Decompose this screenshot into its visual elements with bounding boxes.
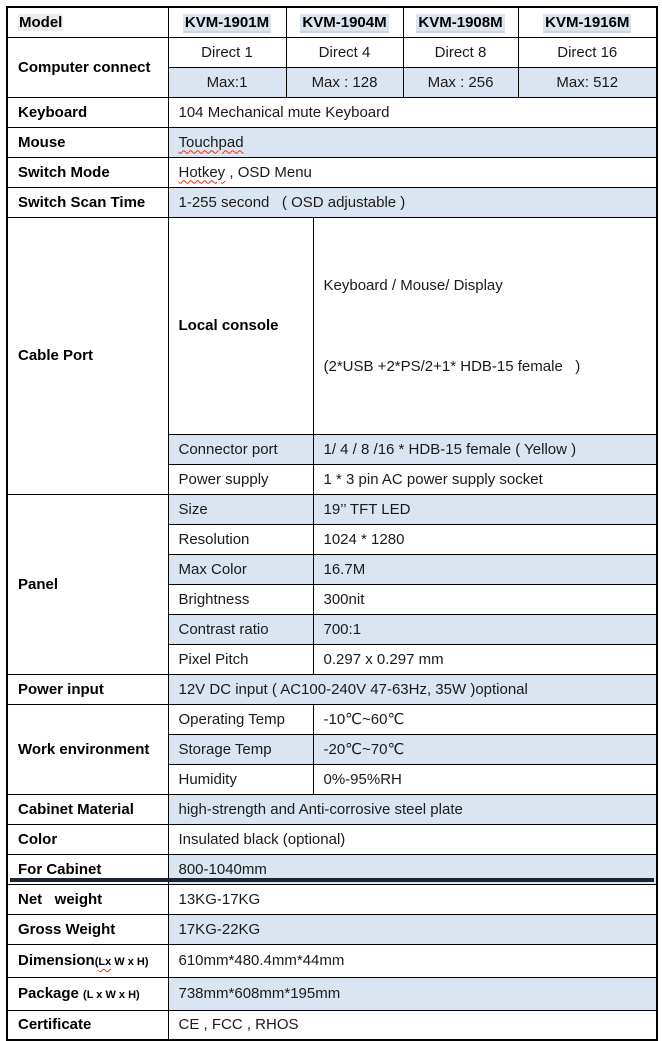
window-edge-bar xyxy=(10,878,654,882)
model-cell: KVM-1901M xyxy=(168,7,286,37)
mouse-value: Touchpad xyxy=(168,127,657,157)
panel-max-color-value: 16.7M xyxy=(313,554,657,584)
package-size-note: (L x W x H) xyxy=(83,989,140,1001)
operating-temp-value: -10℃~60℃ xyxy=(313,704,657,734)
model-cell: KVM-1916M xyxy=(518,7,657,37)
direct-cell: Direct 1 xyxy=(168,37,286,67)
local-console-value xyxy=(313,217,657,434)
net-weight-label: Net weight xyxy=(7,884,168,914)
gross-weight-row xyxy=(7,914,657,944)
color-row xyxy=(7,824,657,854)
switch-scan-time-row xyxy=(7,187,657,217)
for-cabinet-value: 800-1040mm xyxy=(168,854,657,884)
max-cell: Max:1 xyxy=(168,67,286,97)
switch-scan-time-label: Switch Scan Time xyxy=(7,187,168,217)
dimension-size-note: (Lx W x H) xyxy=(94,956,149,968)
max-cell: Max: 512 xyxy=(518,67,657,97)
panel-size-sublabel: Size xyxy=(168,494,313,524)
cabinet-material-label: Cabinet Material xyxy=(7,794,168,824)
mouse-row xyxy=(7,127,657,157)
max-cell: Max : 128 xyxy=(286,67,403,97)
package-label: Package (L x W x H) xyxy=(7,977,168,1010)
local-console-line1: Keyboard / Mouse/ Display xyxy=(323,276,503,294)
panel-label: Panel xyxy=(7,494,168,674)
work-environment-label: Work environment xyxy=(7,704,168,794)
gross-weight-label: Gross Weight xyxy=(7,914,168,944)
connector-port-sublabel: Connector port xyxy=(168,434,313,464)
net-weight-value: 13KG-17KG xyxy=(168,884,657,914)
panel-brightness-sublabel: Brightness xyxy=(168,584,313,614)
connector-port-value: 1/ 4 / 8 /16 * HDB-15 female ( Yellow ) xyxy=(313,434,657,464)
operating-temp-row xyxy=(7,704,657,734)
max-cell: Max : 256 xyxy=(403,67,518,97)
computer-connect-label: Computer connect xyxy=(7,37,168,97)
local-console-line2: (2*USB +2*PS/2+1* HDB-15 female ) xyxy=(323,357,581,375)
color-label: Color xyxy=(7,824,168,854)
panel-size-row xyxy=(7,494,657,524)
panel-pixel-pitch-value: 0.297 x 0.297 mm xyxy=(313,644,657,674)
switch-mode-label: Switch Mode xyxy=(7,157,168,187)
humidity-value: 0%-95%RH xyxy=(313,764,657,794)
storage-temp-sublabel: Storage Temp xyxy=(168,734,313,764)
local-console-row xyxy=(7,217,657,434)
model-cell: KVM-1908M xyxy=(403,7,518,37)
certificate-value: CE , FCC , RHOS xyxy=(168,1010,657,1040)
mouse-label: Mouse xyxy=(7,127,168,157)
direct-row xyxy=(7,37,657,67)
model-row-label xyxy=(7,7,168,37)
cabinet-material-row xyxy=(7,794,657,824)
dimension-row xyxy=(7,944,657,977)
kvm-spec-table xyxy=(6,6,658,1041)
cable-port-label: Cable Port xyxy=(7,217,168,494)
cabinet-material-value: high-strength and Anti-corrosive steel plate xyxy=(168,794,657,824)
switch-mode-row xyxy=(7,157,657,187)
net-weight-row xyxy=(7,884,657,914)
certificate-row xyxy=(7,1010,657,1040)
package-row xyxy=(7,977,657,1010)
operating-temp-sublabel: Operating Temp xyxy=(168,704,313,734)
panel-resolution-value: 1024 * 1280 xyxy=(313,524,657,554)
power-input-label: Power input xyxy=(7,674,168,704)
switch-mode-value: Hotkey , OSD Menu xyxy=(168,157,657,187)
panel-size-value: 19’’ TFT LED xyxy=(313,494,657,524)
panel-brightness-value: 300nit xyxy=(313,584,657,614)
panel-contrast-value: 700:1 xyxy=(313,614,657,644)
gross-weight-value: 17KG-22KG xyxy=(168,914,657,944)
panel-pixel-pitch-sublabel: Pixel Pitch xyxy=(168,644,313,674)
humidity-sublabel: Humidity xyxy=(168,764,313,794)
storage-temp-value: -20℃~70℃ xyxy=(313,734,657,764)
switch-scan-time-value: 1-255 second ( OSD adjustable ) xyxy=(168,187,657,217)
color-value: Insulated black (optional) xyxy=(168,824,657,854)
power-supply-sublabel: Power supply xyxy=(168,464,313,494)
package-value: 738mm*608mm*195mm xyxy=(168,977,657,1010)
direct-cell: Direct 8 xyxy=(403,37,518,67)
keyboard-value: 104 Mechanical mute Keyboard xyxy=(168,97,657,127)
power-supply-value: 1 * 3 pin AC power supply socket xyxy=(313,464,657,494)
power-input-row xyxy=(7,674,657,704)
model-cell: KVM-1904M xyxy=(286,7,403,37)
power-input-value: 12V DC input ( AC100-240V 47-63Hz, 35W )optional xyxy=(168,674,657,704)
panel-contrast-sublabel: Contrast ratio xyxy=(168,614,313,644)
dimension-value: 610mm*480.4mm*44mm xyxy=(168,944,657,977)
panel-resolution-sublabel: Resolution xyxy=(168,524,313,554)
local-console-sublabel: Local console xyxy=(168,217,313,434)
model-label-text: Model xyxy=(19,13,63,31)
panel-max-color-sublabel: Max Color xyxy=(168,554,313,584)
for-cabinet-label: For Cabinet xyxy=(7,854,168,884)
direct-cell: Direct 4 xyxy=(286,37,403,67)
model-row xyxy=(7,7,657,37)
keyboard-row xyxy=(7,97,657,127)
keyboard-label: Keyboard xyxy=(7,97,168,127)
dimension-label: Dimension(Lx W x H) xyxy=(7,944,168,977)
certificate-label: Certificate xyxy=(7,1010,168,1040)
direct-cell: Direct 16 xyxy=(518,37,657,67)
